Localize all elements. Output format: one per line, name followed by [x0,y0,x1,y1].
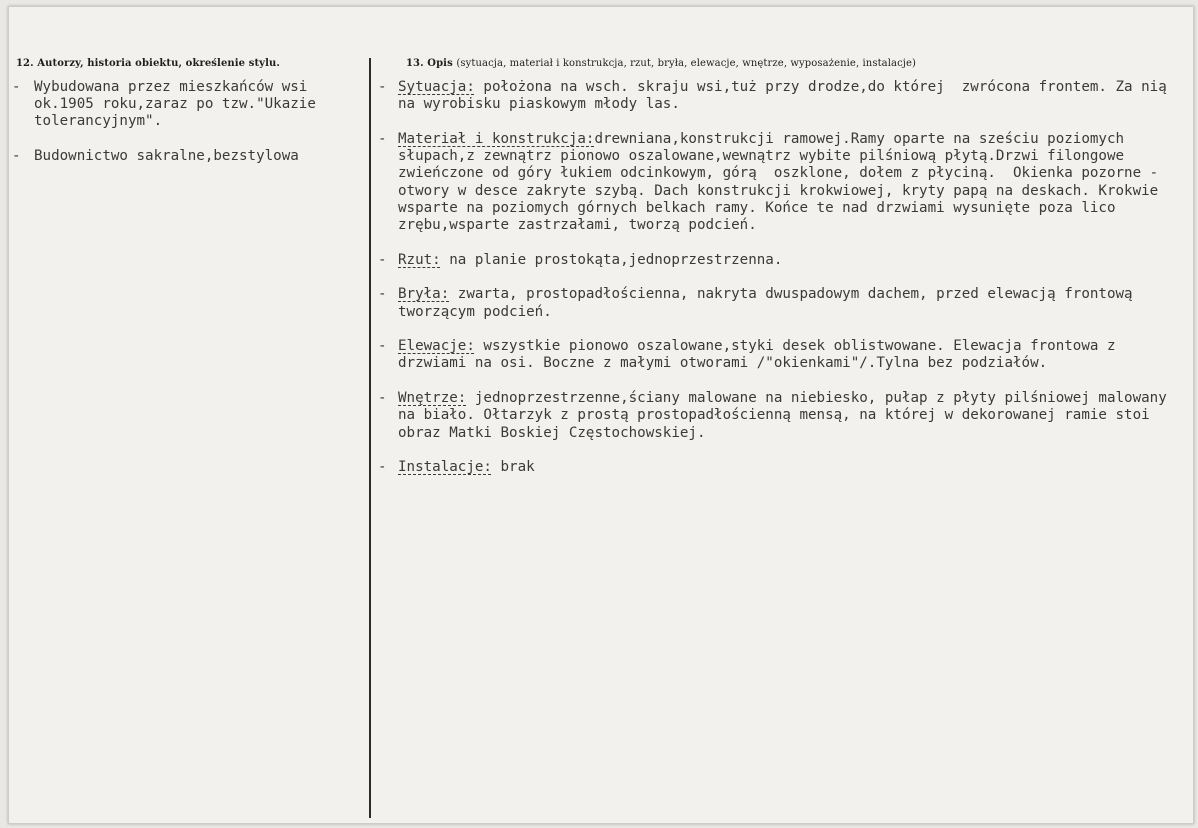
section-12-content [12,79,362,182]
description-entry-elevations [378,338,1178,372]
plan-text: na planie prostokąta,jednoprzestrzenna. [440,251,783,268]
section-12-header: 12. Autorzy, historia obiektu, określenie stylu. [16,58,280,69]
entry-dash: - [378,390,387,407]
material-text: drewniana,konstrukcji ramowej.Ramy oparte na sześciu poziomych słupach,z zewnątrz pionowo oszalowane,wewnątrz wybite pilśniową płytą.Drzwi filongowe zwieńczone od góry łukiem odcinkowym, górą oszklone, dołem z płyciną. Okienka pozorne - otwory w desce zakryte szybą. Dach konstrukcji krokwiowej, kryty papą na deskach. Krokwie wsparte na poziomych górnych belkach ramy. Końce te nad drzwiami wysunięte poza lico zrębu,wsparte zastrzałami, tworzą podcień. [398,130,1167,233]
description-entry-interior [378,390,1178,442]
situation-text: położona na wsch. skraju wsi,tuż przy drodze,do której zwrócona frontem. Za nią na wyrobisku piaskowym młody las. [398,79,1176,113]
installations-label: Instalacje: [398,459,492,476]
description-entry-material [378,131,1178,234]
body-text: zwarta, prostopadłościenna, nakryta dwuspadowym dachem, przed elewacją frontową tworzącym podcień. [398,286,1142,320]
body-label: Bryła: [398,286,450,303]
section-13-number: 13. Opis [406,58,453,69]
style-text: Budownictwo sakralne,bezstylowa [34,147,299,164]
section-13-detail: (sytuacja, materiał i konstrukcja, rzut, bryła, elewacje, wnętrze, wyposażenie, instalacje) [456,58,917,69]
description-entry-body [378,286,1178,320]
installations-text: brak [491,459,535,476]
description-entry-installations [378,459,1178,476]
section-13-content [378,79,1178,494]
interior-label: Wnętrze: [398,390,467,407]
interior-text: jednoprzestrzenne,ściany malowane na niebiesko, pułap z płyty pilśniowej malowany na biało. Ołtarzyk z prostą prostopadłościenną mensą, na której w dekorowanej ramie stoi obraz Matki Boskiej Częstochowskiej. [398,390,1176,441]
description-entry-plan [378,252,1178,269]
entry-dash: - [378,251,387,268]
style-entry [12,148,362,165]
plan-label: Rzut: [398,251,441,268]
description-entry-situation [378,79,1178,113]
history-text: Wybudowana przez mieszkańców wsi ok.1905 roku,zaraz po tzw."Ukazie tolerancyjnym". [34,79,325,130]
situation-label: Sytuacja: [398,79,475,95]
elevations-label: Elewacje: [398,338,475,355]
entry-dash: - [378,286,387,303]
entry-dash: - [378,459,387,476]
entry-dash: - [12,147,21,164]
entry-dash: - [378,79,387,95]
section-13-header [406,58,916,69]
material-label: Materiał i konstrukcja: [398,130,595,147]
entry-dash: - [12,79,21,95]
history-entry [12,79,362,131]
entry-dash: - [378,338,387,355]
entry-dash: - [378,130,387,147]
elevations-text: wszystkie pionowo oszalowane,styki desek oblistwowane. Elewacja frontowa z drzwiami na osi. Boczne z małymi otworami /"okienkami"/.Tylna bez podziałów. [398,338,1125,372]
column-divider [369,58,371,818]
